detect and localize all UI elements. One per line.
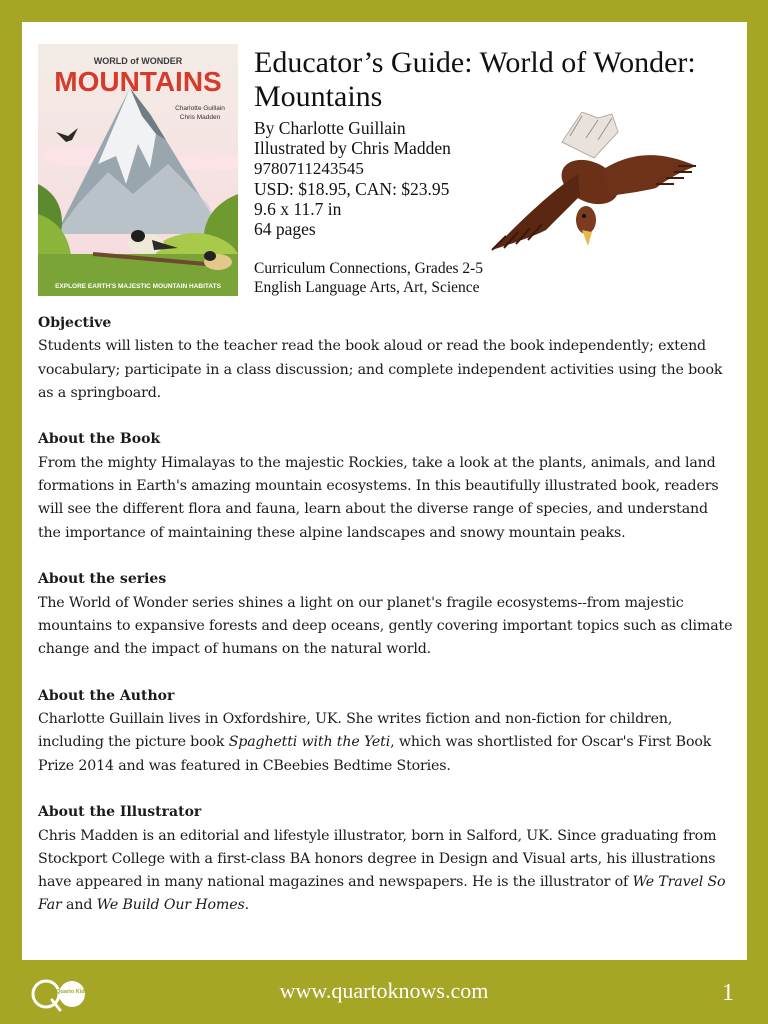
objective-section xyxy=(38,312,733,405)
about-illustrator-section xyxy=(38,801,733,917)
about-book-section xyxy=(38,428,733,544)
book-metadata xyxy=(254,118,451,240)
eagle-icon xyxy=(470,112,700,262)
illustrator-book-title-2: We Build Our Homes xyxy=(96,897,245,914)
cover-tagline-text: EXPLORE EARTH'S MAJESTIC MOUNTAIN HABITATS xyxy=(55,283,221,290)
cover-title-text: MOUNTAINS xyxy=(54,66,222,97)
about-author-heading: About the Author xyxy=(38,687,175,704)
cover-illustrator-text: Chris Madden xyxy=(179,114,221,121)
page-title: Educator’s Guide: World of Wonder: Mountains xyxy=(254,46,696,113)
curriculum-subjects: English Language Arts, Art, Science xyxy=(254,278,480,296)
illustrator-book-title-1: We Travel So Far xyxy=(38,874,726,914)
curriculum-grades: Curriculum Connections, Grades 2-5 xyxy=(254,260,484,277)
book-cover-image xyxy=(38,44,238,296)
price: USD: $18.95, CAN: $23.95 xyxy=(254,178,450,199)
about-author-text xyxy=(38,708,733,778)
illustrator-text-part2: . xyxy=(244,897,249,914)
about-illustrator-heading: About the Illustrator xyxy=(38,804,202,821)
page-number: 1 xyxy=(722,980,734,1006)
about-book-text: From the mighty Himalayas to the majestic Rockies, take a look at the plants, animals, and land formations in Earth's amazing mountain ecosystems. In this beautifully illustrated book, readers will see the different flora and fauna, learn about the diverse range of species, and understand the importance of maintaining these alpine landscapes and snowy mountain peaks. xyxy=(38,454,719,541)
guide-content xyxy=(38,312,733,941)
author-line: By Charlotte Guillain xyxy=(254,118,406,138)
mountains-cover-illustration xyxy=(38,44,238,296)
author-text-part1: Charlotte Guillain lives in Oxfordshire, UK. She writes fiction and non-fiction for children, including the picture book xyxy=(38,711,673,751)
about-illustrator-text xyxy=(38,825,733,918)
about-series-text: The World of Wonder series shines a light on our planet's fragile ecosystems--from majestic mountains to expansive forests and deep oceans, gently covering important topics such as climate change and the impact of humans on the natural world. xyxy=(38,594,733,658)
cover-series-text: WORLD of WONDER xyxy=(93,56,183,66)
footer xyxy=(0,960,768,1024)
guide-page xyxy=(22,22,747,960)
objective-text: Students will listen to the teacher read the book aloud or read the book independently; extend vocabulary; participate in a class discussion; and complete independent activities using the book as a springboard. xyxy=(38,338,723,401)
illustrator-connector: and xyxy=(61,897,97,914)
logo-text: Quarto Kids xyxy=(56,989,88,995)
curriculum-connections xyxy=(254,260,483,297)
website-link[interactable]: www.quartoknows.com xyxy=(279,978,489,1003)
about-book-heading: About the Book xyxy=(38,431,161,448)
page-count: 64 pages xyxy=(254,219,316,240)
eagle-illustration xyxy=(470,112,700,262)
objective-heading: Objective xyxy=(38,315,112,331)
author-text-part2: , which was shortlisted for Oscar's First Book Prize 2014 and was featured in CBeebies Bedtime Stories. xyxy=(38,734,712,774)
about-author-section xyxy=(38,685,733,778)
cover-author-text: Charlotte Guillain xyxy=(175,105,225,112)
isbn: 9780711243545 xyxy=(254,158,364,178)
illustrator-line: Illustrated by Chris Madden xyxy=(254,138,451,159)
about-series-heading: About the series xyxy=(38,571,167,588)
about-series-section xyxy=(38,568,733,661)
author-book-title: Spaghetti with the Yeti xyxy=(228,734,391,751)
illustrator-text-part1: Chris Madden is an editorial and lifestyle illustrator, born in Salford, UK. Since graduating from Stockport College with a first-class BA honors degree in Design and Visual arts, his illustrations have appeared in many national magazines and newspapers. He is the illustrator of xyxy=(38,827,717,891)
dimensions: 9.6 x 11.7 in xyxy=(254,199,342,220)
